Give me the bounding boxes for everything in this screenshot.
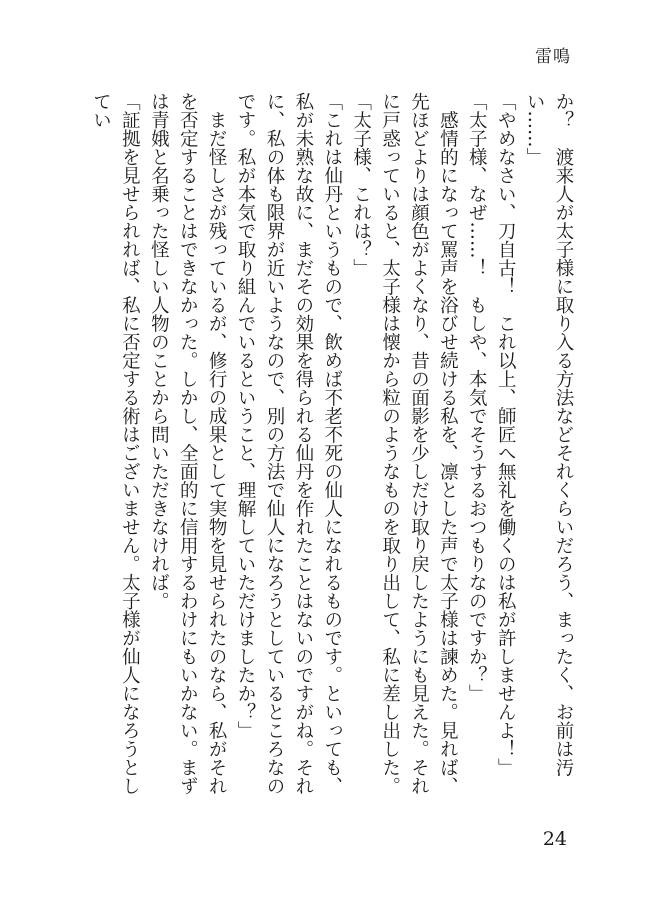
page-number: 24 (542, 828, 567, 850)
paragraph: 「証拠を見せられれば、私に否定する術はございません。太子様が仙人になろうとしてい (90, 92, 141, 795)
paragraph: 「太子様、なぜ……！ もしや、本気でそうするおつもりなのですか？」 (466, 92, 488, 703)
paragraph: まだ怪しさが残っているが、修行の成果として実物を見せられたのなら、私がそれを否定することはできなかった。しかし、全面的に信用するわけにもいかない。まずは青娥と名乗った怪しい人物のことから問いただきなければ。 (148, 92, 228, 795)
chapter-title: 雷鳴 (535, 47, 571, 67)
paragraph: 「やめなさい、刀自古！ これ以上、師匠へ無礼を働くのは私が許しませんよ！」 (495, 92, 517, 777)
paragraph: か？ 渡来人が太子様に取り入る方法などそれくらいだろう、まったく、お前は汚い……」 (524, 92, 574, 777)
paragraph: 「太子様、これは？」 (350, 92, 372, 277)
body-text (55, 92, 577, 812)
paragraph: 感情的になって罵声を浴びせ続ける私を、凛とした声で太子様は諫めた。見れば、先ほどよりは顔色がよくなり、昔の面影を少しだけ取り戻したようにも見えた。それに戸惑っていると、太子様は懐から粒のようなものを取り出して、私に差し出した。 (379, 92, 459, 795)
paragraph: 「これは仙丹というもので、飲めば不老不死の仙人になれるものです。といっても、私が未熟な故に、まだその効果を得られる仙丹を作れたことはないのですがね。それに、私の体も限界が近いようなので、別の方法で仙人になろうとしているところなのです。私が本気で取り組んでいるということ、理解していただけましたか？」 (235, 92, 343, 795)
